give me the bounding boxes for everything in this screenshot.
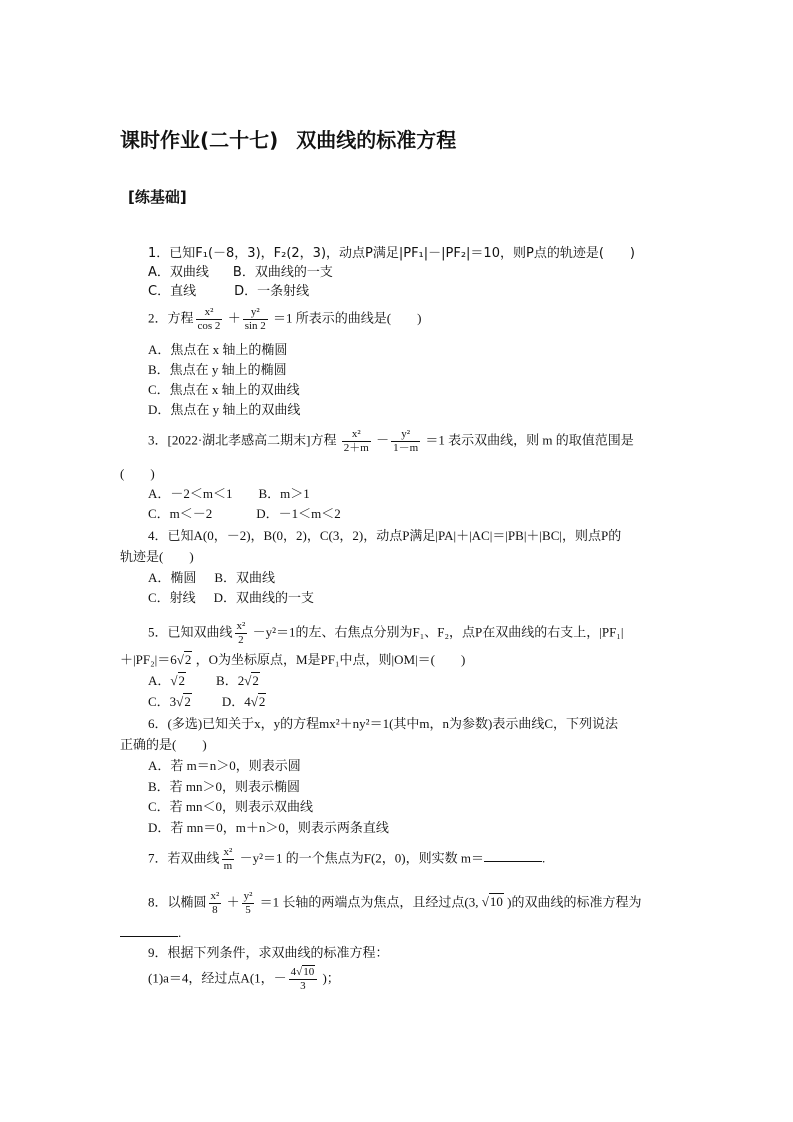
- denominator: 1－m: [393, 442, 419, 454]
- fraction: [243, 306, 268, 333]
- option: D．－1＜m＜2: [256, 506, 341, 521]
- question-4-cont: 轨迹是( ): [120, 549, 194, 564]
- fraction: [209, 890, 222, 917]
- question-1-options-row2: [148, 284, 309, 300]
- option: C．射线: [148, 590, 196, 605]
- numerator: x²: [236, 620, 246, 632]
- option: A．－2＜m＜1: [148, 486, 233, 501]
- question-6-option-b: B．若 mn＞0，则表示椭圆: [148, 779, 301, 794]
- question-2-option-a: A．焦点在 x 轴上的椭圆: [148, 342, 288, 357]
- question-7-stem: [148, 846, 545, 873]
- fraction: [196, 306, 223, 333]
- coef: 2: [237, 673, 245, 688]
- answer-blank[interactable]: [484, 849, 542, 862]
- text: .: [541, 850, 546, 866]
- question-9-sub1: [148, 966, 340, 993]
- denominator: 8: [212, 904, 218, 916]
- denominator: 3: [300, 980, 306, 992]
- question-6-cont: 正确的是( ): [120, 737, 207, 752]
- question-2-option-c: C．焦点在 x 轴上的双曲线: [148, 382, 300, 397]
- option-label: A．: [148, 673, 171, 688]
- text: 3．[2022·湖北孝感高二期末]方程: [148, 432, 337, 448]
- question-5-cont: [120, 652, 465, 668]
- fraction: [342, 428, 371, 455]
- question-2-option-d: D．焦点在 y 轴上的双曲线: [148, 402, 301, 417]
- option-label: D．: [221, 694, 245, 709]
- question-3-stem: 3．[2022·湖北孝感高二期末]方程 $\frac{\text{x²}}{2+m}$ － $\frac{\text{y²}}{1-m}$ ＝1 表示双曲线，则 m 的取值范围是: [148, 428, 634, 454]
- question-3-options-row1: [148, 486, 310, 502]
- sqrt: √2: [176, 652, 192, 667]
- sqrt: √2: [244, 673, 259, 688]
- numerator: y²: [243, 890, 253, 902]
- option: D．一条射线: [234, 284, 310, 299]
- radicand: 10: [303, 966, 315, 978]
- question-5-options-row2: [148, 694, 266, 710]
- question-5-stem: [148, 620, 623, 647]
- question-9-stem: 9．根据下列条件，求双曲线的标准方程：: [148, 945, 389, 960]
- text: )的双曲线的标准方程为: [507, 894, 642, 910]
- question-4-options-row1: [148, 570, 275, 586]
- text: (1)a＝4，经过点A(1，－: [148, 970, 287, 986]
- question-6-option-c: C．若 mn＜0，则表示双曲线: [148, 799, 314, 814]
- title-left: 课时作业(二十七): [120, 128, 279, 152]
- text: .: [178, 925, 182, 940]
- text: ，O为坐标原点，M是PF₁中点，则|OM|＝( ): [195, 652, 466, 667]
- text: 5．已知双曲线: [148, 624, 233, 640]
- option: D．双曲线的一支: [213, 590, 315, 605]
- fraction: [222, 846, 235, 873]
- sqrt: √10: [481, 894, 503, 910]
- coef: 4: [290, 966, 297, 978]
- question-8-stem: 8．以椭圆 $\frac{\text{x²}}{8}$ ＋ $\frac{\text{y²}}{5}$ ＝1 长轴的两端点为焦点，且经过点(3, √10 )的双曲线的标准方程为: [148, 890, 642, 916]
- denominator: m: [223, 860, 233, 872]
- page-title: [120, 124, 456, 153]
- denominator: 2＋m: [343, 442, 369, 454]
- question-6-option-a: A．若 m＝n＞0，则表示圆: [148, 758, 301, 773]
- numerator: x²: [210, 890, 220, 902]
- fraction: [391, 428, 420, 455]
- numerator: y²: [243, 306, 268, 320]
- option: C．直线: [148, 284, 197, 299]
- title-right: 双曲线的标准方程: [296, 128, 457, 152]
- question-1-options-row1: [148, 265, 333, 281]
- option-label: B．: [216, 673, 238, 688]
- answer-blank[interactable]: [120, 924, 178, 937]
- option: B．双曲线的一支: [232, 265, 333, 280]
- question-1-stem: 1．已知F₁(－8，3)，F₂(2，3)，动点P满足|PF₁|－|PF₂|＝10，则P点的轨迹是( ): [148, 246, 635, 261]
- radicand: 10: [489, 894, 503, 910]
- question-5-options-row1: [148, 673, 260, 689]
- section-heading: [练基础]: [128, 188, 187, 206]
- radicand: 2: [184, 652, 192, 667]
- denominator: 5: [245, 904, 251, 916]
- question-2-stem: 2．方程 $\frac{\text{x²}}{\cos 2}$ ＋ $\frac{\text{y²}}{\sin 2}$ ＝1 所表示的曲线是( ): [148, 306, 422, 332]
- denominator: 2: [238, 634, 244, 646]
- sqrt: √2: [170, 673, 186, 688]
- option: B．m＞1: [258, 486, 310, 501]
- question-8-cont: [120, 924, 181, 941]
- sqrt: √2: [250, 694, 266, 709]
- radicand: 2: [184, 694, 191, 709]
- numerator: x²: [342, 428, 371, 442]
- fraction: [289, 966, 318, 993]
- question-6-option-d: D．若 mn＝0，m＋n＞0，则表示两条直线: [148, 820, 389, 835]
- option: A．双曲线: [148, 265, 209, 280]
- question-3-cont: ( ): [120, 466, 155, 481]
- text: －y²＝1的左、右焦点分别为F₁、F₂，点P在双曲线的右支上，|PF₁|: [252, 624, 624, 640]
- question-2-option-b: B．焦点在 y 轴上的椭圆: [148, 362, 287, 377]
- numerator: y²: [391, 428, 420, 442]
- text: 7．若双曲线: [148, 850, 220, 866]
- radicand: 2: [258, 694, 266, 709]
- text: 2．方程: [148, 310, 194, 326]
- text: －y²＝1 的一个焦点为F(2，0)，则实数 m＝: [239, 850, 484, 866]
- text: ＝1 所表示的曲线是( ): [273, 310, 422, 326]
- numerator: x²: [223, 846, 233, 858]
- denominator: cos 2: [197, 320, 221, 332]
- fraction: [235, 620, 248, 647]
- text: ＝1 长轴的两端点为焦点，且经过点(3,: [259, 894, 479, 910]
- denominator: sin 2: [244, 320, 266, 332]
- radicand: 2: [252, 673, 259, 688]
- radicand: 2: [178, 673, 186, 688]
- numerator: [289, 966, 318, 980]
- question-3-options-row2: [148, 506, 341, 522]
- option: B．双曲线: [214, 570, 276, 585]
- option: C．m＜－2: [148, 506, 213, 521]
- option: A．椭圆: [148, 570, 197, 585]
- text: )；: [322, 970, 340, 986]
- coef: 4: [244, 694, 251, 709]
- sqrt: √2: [176, 694, 191, 709]
- sqrt: √10: [296, 966, 315, 978]
- fraction: [242, 890, 255, 917]
- coef: 3: [169, 694, 177, 709]
- question-4-options-row2: [148, 590, 314, 606]
- numerator: x²: [196, 306, 223, 320]
- text: ＝1 表示双曲线，则 m 的取值范围是: [425, 432, 634, 448]
- question-6-stem: 6．(多选)已知关于x，y的方程mx²＋ny²＝1(其中m，n为参数)表示曲线C，下列说法: [148, 716, 619, 731]
- option-label: C．: [148, 694, 170, 709]
- text: 8．以椭圆: [148, 894, 207, 910]
- text: ＋|PF₂|＝6: [120, 652, 177, 667]
- question-4-stem: 4．已知A(0，－2)，B(0，2)，C(3，2)，动点P满足|PA|＋|AC|＝|PB|＋|BC|，则点P的: [148, 528, 622, 543]
